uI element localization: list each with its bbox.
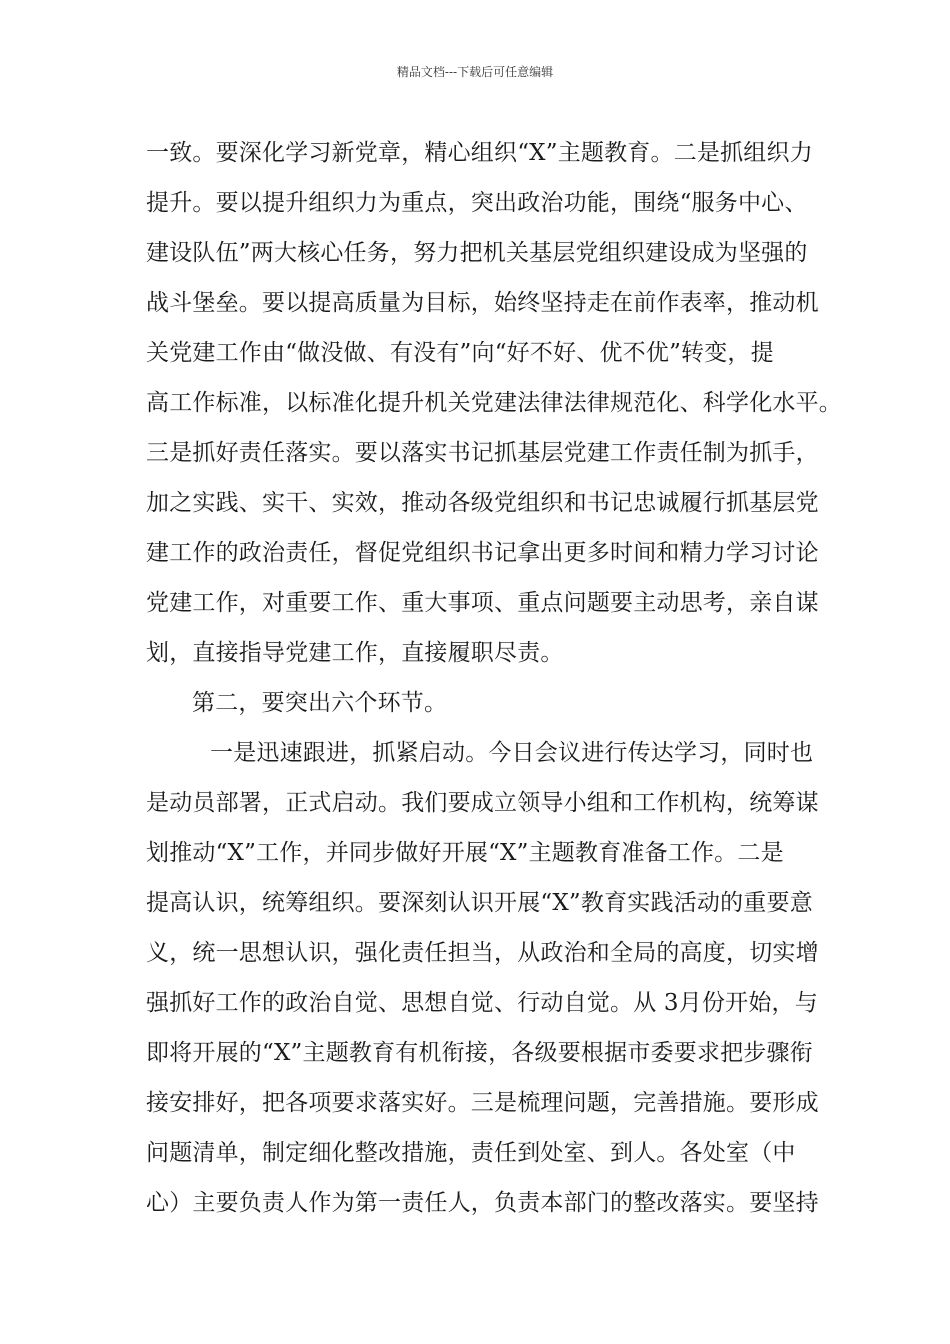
text-line: 接安排好，把各项要求落实好。三是梳理问题，完善措施。要形成 (146, 1090, 819, 1116)
text-line: 提高认识，统筹组织。要深刻认识开展“X”教育实践活动的重要意 (146, 890, 813, 916)
text-line: 提升。要以提升组织力为重点，突出政治功能，围绕“服务中心、 (146, 190, 808, 216)
page-header: 精品文档---下载后可任意编辑 (396, 65, 554, 79)
text-line: 强抓好工作的政治自觉、思想自觉、行动自觉。从 3月份开始，与 (146, 990, 818, 1016)
text-line: 是动员部署，正式启动。我们要成立领导小组和工作机构，统筹谋 (146, 790, 819, 816)
text-line: 党建工作，对重要工作、重大事项、重点问题要主动思考，亲自谋 (146, 590, 819, 616)
text-line: 三是抓好责任落实。要以落实书记抓基层党建工作责任制为抓手， (146, 440, 819, 466)
text-line: 问题清单，制定细化整改措施，责任到处室、到人。各处室（中 (146, 1140, 796, 1166)
text-line: 划，直接指导党建工作，直接履职尽责。 (146, 640, 564, 666)
text-line: 关党建工作由“做没做、有没有”向“好不好、优不优”转变，提 (146, 340, 774, 366)
text-line: 划推动“X”工作，并同步做好开展“X”主题教育准备工作。二是 (146, 840, 784, 866)
text-line: 一致。要深化学习新党章，精心组织“X”主题教育。二是抓组织力 (146, 140, 813, 166)
text-line: 建工作的政治责任，督促党组织书记拿出更多时间和精力学习讨论 (146, 540, 819, 566)
text-line: 高工作标准，以标准化提升机关党建法律法律规范化、科学化水平。 (146, 390, 842, 416)
text-line: 加之实践、实干、实效，推动各级党组织和书记忠诚履行抓基层党 (146, 490, 819, 516)
text-line: 战斗堡垒。要以提高质量为目标，始终坚持走在前作表率，推动机 (146, 290, 819, 316)
section-heading: 第二，要突出六个环节。 (192, 690, 448, 716)
text-line: 义，统一思想认识，强化责任担当，从政治和全局的高度，切实增 (146, 940, 819, 966)
text-line: 即将开展的“X”主题教育有机衔接，各级要根据市委要求把步骤衔 (146, 1040, 813, 1066)
document-body (146, 128, 842, 1228)
text-line: 建设队伍”两大核心任务，努力把机关基层党组织建设成为坚强的 (146, 240, 808, 266)
text-line: 一是迅速跟进，抓紧启动。今日会议进行传达学习，同时也 (210, 740, 814, 766)
text-line: 心）主要负责人作为第一责任人，负责本部门的整改落实。要坚持 (146, 1190, 819, 1216)
